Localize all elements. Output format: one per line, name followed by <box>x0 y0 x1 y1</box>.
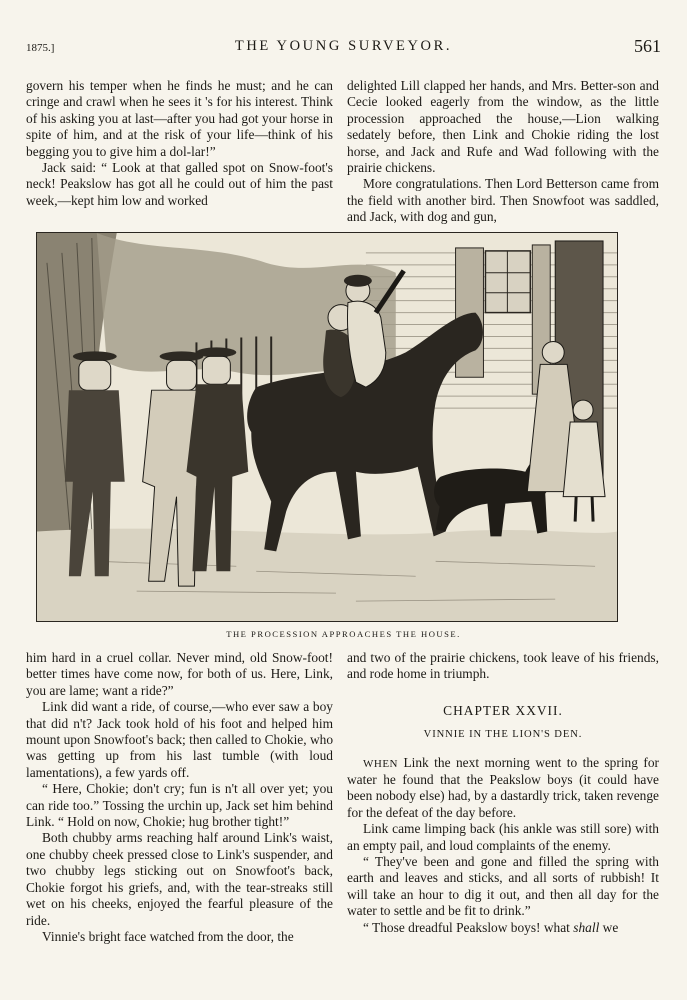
chapter-title: VINNIE IN THE LION'S DEN. <box>423 729 583 741</box>
paragraph <box>347 920 659 936</box>
paragraph: Vinnie's bright face watched from the door, the <box>42 928 294 944</box>
paragraph: govern his temper when he finds he must; and he can cringe and crawl when he sees it 's for his interest. Think of his asking you at last—after you had got your horse in spite of him, and at the risk of your life—think of his begging you to give him a dol-lar!” <box>26 78 333 159</box>
paragraph: delighted Lill clapped her hands, and Mrs. Better-son and Cecie looked eagerly from the window, as the little procession approached the house,—Lion walking sedately before, then Link and Chokie riding the lost horse, and Jack and Rufe and Wad following with the prairie chickens. <box>347 78 659 176</box>
chapter-opening-paragraph <box>347 755 659 822</box>
engraving-illustration <box>36 232 618 622</box>
header-year: 1875.] <box>26 42 55 54</box>
opening-text: Link the next morning went to the spring for water he found that the Peakslow boys (it could have been nobody else) had, by a dastardly trick, taken revenge for the defeat of the day before. <box>347 754 659 820</box>
illustration-caption: THE PROCESSION APPROACHES THE HOUSE. <box>226 629 461 639</box>
paragraph: Jack said: “ Look at that galled spot on Snow-foot's neck! Peakslow has got all he could out of him the past week,—kept him low and worked <box>26 160 333 208</box>
drop-words: WHEN <box>363 757 398 770</box>
paragraph: and two of the prairie chickens, took leave of his friends, and rode home in triumph. <box>347 650 659 682</box>
procession-engraving <box>37 233 617 621</box>
paragraph: “ They've been and gone and filled the spring with earth and leaves and sticks, and all sorts of rubbish! It will take an hour to dig it out, and then all day for the water to settle and be fit to drink.” <box>347 854 659 919</box>
paragraph: Link did want a ride, of course,—who ever saw a boy that did n't? Jack took hold of his foot and helped him mount upon Snowfoot's back; then called to Chokie, who was getting up from his last tumble (with loud lamentations), a few yards off. <box>26 699 334 780</box>
paragraph: “ Here, Chokie; don't cry; fun is n't all over yet; you can ride too.” Tossing the urchin up, Jack set him behind Link. “ Hold on now, Chokie; hug brother tight!” <box>26 781 333 830</box>
paragraph: Both chubby arms reaching half around Link's waist, one chubby cheek pressed close to Link's suspender, and two chubby legs sticking out on Snowfoot's back, Chokie forgot his griefs, and, with the tear-streaks still wet on his cheeks, enjoyed the fearful pleasure of the ride. <box>26 830 333 928</box>
top-right-column <box>347 78 659 226</box>
text-before-emphasis: “ Those dreadful Peakslow boys! what <box>363 919 574 935</box>
text-after-emphasis: we <box>599 919 619 935</box>
emphasized-word: shall <box>573 919 600 935</box>
paragraph: More congratulations. Then Lord Betterson came from the field with another bird. Then Snowfoot was saddled, and Jack, with dog and gun, <box>347 176 659 225</box>
chapter-heading: CHAPTER XXVII. <box>443 702 563 718</box>
paragraph: him hard in a cruel collar. Never mind, old Snow-foot! better times have come now, for both of us. Here, Link, you are lame; want a ride?” <box>26 650 333 698</box>
header-title: THE YOUNG SURVEYOR. <box>234 38 453 54</box>
running-header <box>26 36 661 60</box>
page-number: 561 <box>634 36 661 56</box>
bottom-left-column <box>26 650 333 945</box>
top-left-column <box>26 78 333 209</box>
bottom-right-column <box>347 650 659 936</box>
paragraph: Link came limping back (his ankle was still sore) with an empty pail, and loud complaints of the enemy. <box>347 821 659 853</box>
